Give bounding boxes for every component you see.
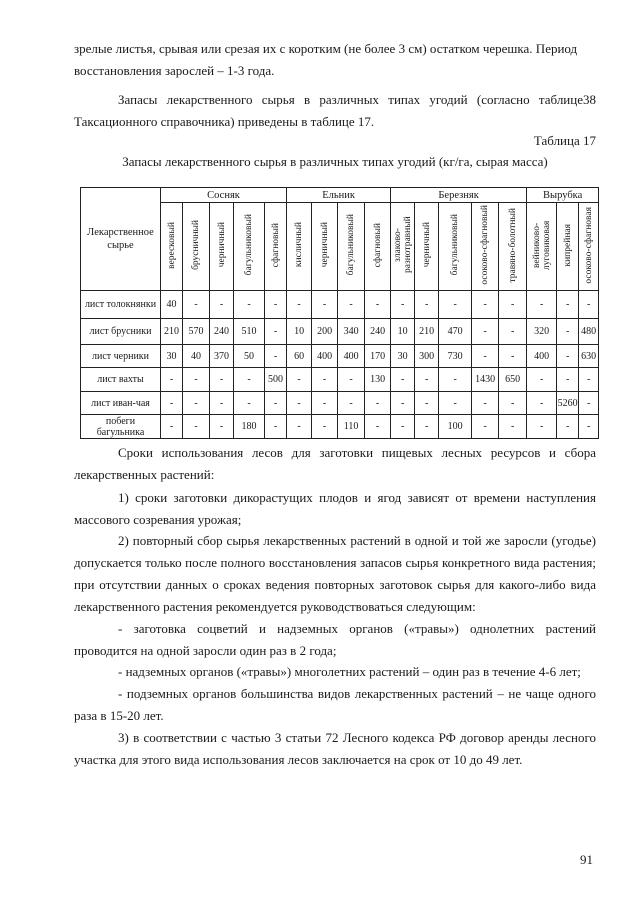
- paragraph: - подземных органов большинства видов лекарственных растений – не чаще одного раза в 15-20 лет.: [74, 686, 596, 723]
- table-cell: -: [265, 291, 287, 319]
- column-header: [234, 203, 265, 291]
- table-cell: 5260: [557, 392, 579, 415]
- table-cell: -: [415, 392, 439, 415]
- table-cell: 240: [210, 319, 234, 345]
- table-caption: Таблица 17: [533, 133, 596, 148]
- table-cell: -: [210, 415, 234, 439]
- table-cell: -: [234, 368, 265, 392]
- table-cell: -: [557, 345, 579, 368]
- table-cell: 400: [527, 345, 557, 368]
- table-cell: -: [391, 368, 415, 392]
- table-cell: -: [210, 291, 234, 319]
- table-cell: -: [557, 368, 579, 392]
- row-label: лист брусники: [81, 319, 161, 345]
- table-cell: -: [312, 291, 338, 319]
- table-cell: 300: [415, 345, 439, 368]
- column-header-label: черничный: [421, 222, 432, 268]
- column-header: [183, 203, 210, 291]
- column-header-label: кисличный: [294, 222, 305, 268]
- table-cell: -: [415, 291, 439, 319]
- table-cell: 100: [439, 415, 472, 439]
- table-cell: -: [579, 368, 599, 392]
- table-cell: -: [499, 392, 527, 415]
- table-cell: 30: [391, 345, 415, 368]
- paragraph-line: зрелые листья, срывая или срезая их с коротким (не более 3 см) остатком черешка. Период: [74, 41, 578, 56]
- table-cell: 40: [183, 345, 210, 368]
- column-header-label: брусничный: [191, 220, 201, 270]
- paragraph: 2) повторный сбор сырья лекарственных растений в одной и той же заросли (угодье) допускается только после полного восстановления запасов сырья конкретного вида растения; при отсутствии данных о сроках ведения повторных заготовок сырья для какого-либо вида лекарственного растения рекомендуется руководствоваться следующим:: [74, 533, 596, 614]
- table-row: [81, 415, 599, 439]
- table-cell: -: [527, 392, 557, 415]
- paragraph: 3) в соответствии с частью 3 статьи 72 Лесного кодекса РФ договор аренды лесного участка для этого вида использования лесов заключается на срок от 10 до 49 лет.: [74, 730, 596, 767]
- table-cell: -: [472, 291, 499, 319]
- table-row: [81, 392, 599, 415]
- table-cell: 370: [210, 345, 234, 368]
- table-cell: 470: [439, 319, 472, 345]
- table-cell: -: [579, 291, 599, 319]
- table-cell: 60: [287, 345, 312, 368]
- table-cell: 730: [439, 345, 472, 368]
- table-cell: -: [579, 415, 599, 439]
- table-cell: -: [312, 392, 338, 415]
- column-header: [579, 203, 599, 291]
- table-cell: -: [287, 415, 312, 439]
- table-row: [81, 319, 599, 345]
- column-header: [415, 203, 439, 291]
- column-header-label: кипрейная: [562, 223, 573, 267]
- table-cell: -: [527, 291, 557, 319]
- table-cell: -: [338, 392, 365, 415]
- table-cell: -: [265, 319, 287, 345]
- table-cell: -: [415, 368, 439, 392]
- table-cell: 650: [499, 368, 527, 392]
- table-cell: 340: [338, 319, 365, 345]
- column-header-label: осоково-сфагновая: [583, 206, 594, 284]
- table-cell: 630: [579, 345, 599, 368]
- table-cell: -: [472, 392, 499, 415]
- row-label: лист вахты: [81, 368, 161, 392]
- group-header: Ельник: [287, 188, 391, 203]
- table-cell: -: [439, 291, 472, 319]
- table-cell: -: [265, 392, 287, 415]
- table-cell: 400: [312, 345, 338, 368]
- table-cell: -: [439, 368, 472, 392]
- table-cell: -: [265, 415, 287, 439]
- column-header: [161, 203, 183, 291]
- data-table: [80, 187, 599, 439]
- table-cell: -: [210, 392, 234, 415]
- table-title: Запасы лекарственного сырья в различных типах угодий (кг/га, сырая масса): [122, 154, 548, 169]
- paragraph: Сроки использования лесов для заготовки пищевых лесных ресурсов и сбора лекарственных растений:: [74, 445, 596, 482]
- table-cell: -: [472, 345, 499, 368]
- row-label: побеги багульника: [81, 415, 161, 439]
- column-header-label: черничный: [319, 222, 330, 268]
- column-header: [472, 203, 499, 291]
- table-cell: -: [210, 368, 234, 392]
- table-cell: 170: [365, 345, 391, 368]
- group-header: Вырубка: [527, 188, 599, 203]
- table-cell: -: [499, 319, 527, 345]
- column-header: [365, 203, 391, 291]
- table-cell: -: [499, 291, 527, 319]
- table-cell: -: [499, 345, 527, 368]
- table-cell: -: [527, 415, 557, 439]
- table-cell: -: [161, 392, 183, 415]
- column-header-label: сфагновый: [270, 222, 281, 268]
- column-header: [439, 203, 472, 291]
- table-cell: -: [183, 392, 210, 415]
- table-cell: 50: [234, 345, 265, 368]
- table-cell: -: [161, 368, 183, 392]
- table-cell: 210: [415, 319, 439, 345]
- table-cell: -: [287, 291, 312, 319]
- table-cell: 1430: [472, 368, 499, 392]
- table-cell: -: [557, 415, 579, 439]
- row-header: Лекарственное сырье: [81, 188, 161, 291]
- column-header-label: злаково-разнотравный: [392, 216, 413, 274]
- table-cell: 320: [527, 319, 557, 345]
- group-header: Сосняк: [161, 188, 287, 203]
- table-cell: -: [161, 415, 183, 439]
- table-cell: 240: [365, 319, 391, 345]
- table-cell: -: [391, 392, 415, 415]
- table-cell: 110: [338, 415, 365, 439]
- table-cell: 480: [579, 319, 599, 345]
- table-cell: 180: [234, 415, 265, 439]
- column-header-label: багульниковый: [346, 214, 357, 276]
- column-header: [312, 203, 338, 291]
- column-header: [287, 203, 312, 291]
- table-row: [81, 368, 599, 392]
- table-cell: 570: [183, 319, 210, 345]
- table-cell: 400: [338, 345, 365, 368]
- table-cell: -: [557, 291, 579, 319]
- column-header-label: вейниково-луговиковая: [531, 220, 552, 270]
- table-cell: -: [499, 415, 527, 439]
- table-cell: -: [312, 415, 338, 439]
- column-header: [499, 203, 527, 291]
- column-header: [265, 203, 287, 291]
- table-cell: 510: [234, 319, 265, 345]
- table-row: [81, 345, 599, 368]
- table-cell: -: [391, 291, 415, 319]
- row-label: лист толокнянки: [81, 291, 161, 319]
- column-header-label: черничный: [216, 222, 227, 268]
- table-cell: -: [287, 368, 312, 392]
- table-cell: -: [338, 291, 365, 319]
- table-cell: -: [234, 291, 265, 319]
- table-cell: -: [472, 319, 499, 345]
- table-cell: 500: [265, 368, 287, 392]
- column-header-label: багульниковый: [244, 214, 254, 276]
- column-header-label: сфагновый: [372, 222, 383, 268]
- table-cell: -: [183, 415, 210, 439]
- table-cell: -: [472, 415, 499, 439]
- table-row: [81, 291, 599, 319]
- column-header: [557, 203, 579, 291]
- table-cell: -: [415, 415, 439, 439]
- table-cell: 10: [391, 319, 415, 345]
- table-cell: -: [365, 392, 391, 415]
- table-cell: 40: [161, 291, 183, 319]
- column-header: [527, 203, 557, 291]
- table-cell: -: [183, 291, 210, 319]
- table-cell: 200: [312, 319, 338, 345]
- table-cell: -: [391, 415, 415, 439]
- row-label: лист черники: [81, 345, 161, 368]
- column-header-label: багульниковый: [450, 214, 461, 276]
- paragraph-line: восстановления зарослей – 1-3 года.: [74, 63, 275, 78]
- column-header: [391, 203, 415, 291]
- column-header-label: осоково-сфагновый: [480, 205, 491, 285]
- paragraph: Запасы лекарственного сырья в различных типах угодий (согласно таблице38 Таксационного справочника) приведены в таблице 17.: [74, 92, 596, 129]
- table-cell: -: [183, 368, 210, 392]
- column-header-label: вересковый: [166, 221, 177, 269]
- table-cell: 10: [287, 319, 312, 345]
- table-cell: 130: [365, 368, 391, 392]
- table-cell: 210: [161, 319, 183, 345]
- table-cell: -: [338, 368, 365, 392]
- column-header: [338, 203, 365, 291]
- table-cell: -: [365, 291, 391, 319]
- column-header-label: травяно-болотный: [507, 207, 518, 283]
- table-cell: -: [287, 392, 312, 415]
- table-cell: -: [579, 392, 599, 415]
- row-label: лист иван-чая: [81, 392, 161, 415]
- table-cell: -: [265, 345, 287, 368]
- table-cell: -: [439, 392, 472, 415]
- column-header: [210, 203, 234, 291]
- group-header: Березняк: [391, 188, 527, 203]
- table-cell: -: [365, 415, 391, 439]
- table-cell: -: [527, 368, 557, 392]
- page-number: 91: [580, 852, 593, 867]
- paragraph: - заготовка соцветий и надземных органов («травы») однолетних растений проводится на одной заросли один раз в 2 года;: [74, 621, 596, 658]
- table-cell: -: [234, 392, 265, 415]
- paragraph: - надземных органов («травы») многолетних растений – один раз в течение 4-6 лет;: [118, 664, 581, 679]
- table-cell: 30: [161, 345, 183, 368]
- table-cell: -: [312, 368, 338, 392]
- paragraph: 1) сроки заготовки дикорастущих плодов и ягод зависят от времени наступления массового созревания урожая;: [74, 490, 596, 527]
- table-cell: -: [557, 319, 579, 345]
